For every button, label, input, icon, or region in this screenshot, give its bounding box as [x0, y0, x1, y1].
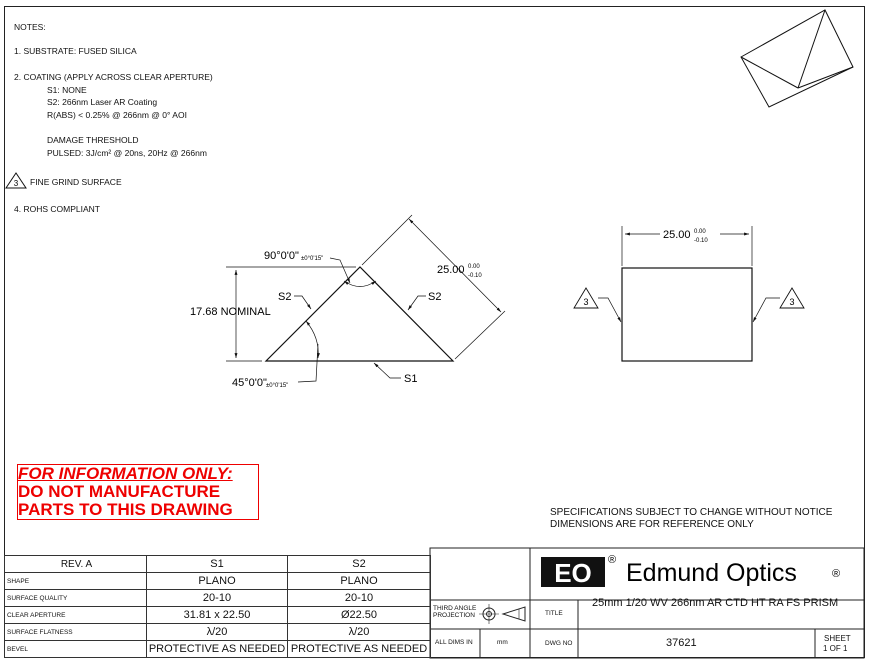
row-s2-value: 20-10: [288, 590, 431, 607]
leg-dimension: 25.00: [437, 264, 465, 276]
row-s1-value: PROTECTIVE AS NEEDED: [147, 641, 288, 658]
projection-label-2: PROJECTION: [433, 612, 475, 619]
note-1: 1. SUBSTRATE: FUSED SILICA: [14, 46, 137, 56]
projection-label-1: THIRD ANGLE: [433, 605, 477, 612]
note-3-callout: [6, 173, 26, 188]
note-2: 2. COATING (APPLY ACROSS CLEAR APERTURE): [14, 72, 213, 82]
width-tol-lower: -0.10: [694, 238, 708, 244]
dwg-no-label: DWG NO: [545, 640, 573, 647]
angle-top: 90°0'0": [264, 250, 299, 262]
table-row: [5, 607, 431, 624]
title-label: TITLE: [545, 610, 563, 617]
company-name: Edmund Optics: [626, 559, 797, 587]
row-s1-value: 20-10: [147, 590, 288, 607]
s2-left-label: S2: [278, 291, 292, 303]
row-s2-value: λ/20: [288, 624, 431, 641]
height-dimension: 17.68 NOMINAL: [190, 306, 271, 318]
information-only-warning: [17, 464, 259, 520]
note-3: FINE GRIND SURFACE: [30, 177, 122, 187]
row-label: SURFACE QUALITY: [5, 590, 147, 607]
row-s2-value: PLANO: [288, 573, 431, 590]
rev-header: REV. A: [5, 556, 147, 573]
note-2-s1: S1: NONE: [47, 85, 87, 95]
s1-label: S1: [404, 373, 418, 385]
row-s2-value: Ø22.50: [288, 607, 431, 624]
logo-text: EO: [554, 558, 592, 588]
sheet-label: SHEET: [824, 634, 851, 643]
row-label: SHAPE: [5, 573, 147, 590]
spec-notice-line-2: DIMENSIONS ARE FOR REFERENCE ONLY: [550, 519, 754, 530]
s2-header: S2: [288, 556, 431, 573]
note-2-damage-value: PULSED: 3J/cm² @ 20ns, 20Hz @ 266nm: [47, 148, 207, 158]
sheet-value: 1 OF 1: [823, 644, 848, 653]
callout-right-number: 3: [789, 297, 795, 307]
leg-tol-upper: 0.00: [468, 264, 480, 270]
note-4: 4. ROHS COMPLIANT: [14, 204, 100, 214]
company-logo: [541, 554, 616, 588]
front-view: [190, 215, 505, 389]
leg-tol-lower: -0.10: [468, 273, 482, 279]
table-row: [5, 641, 431, 658]
warning-line-3: PARTS TO THIS DRAWING: [18, 500, 233, 519]
row-s2-value: PROTECTIVE AS NEEDED: [288, 641, 431, 658]
row-s1-value: λ/20: [147, 624, 288, 641]
callout-left-number: 3: [583, 297, 589, 307]
notes-heading: NOTES:: [14, 22, 46, 32]
dims-label: ALL DIMS IN: [435, 639, 473, 646]
prism-outline: [266, 267, 453, 361]
table-row: [5, 590, 431, 607]
row-label: BEVEL: [5, 641, 147, 658]
s2-right-label: S2: [428, 291, 442, 303]
note-2-damage-heading: DAMAGE THRESHOLD: [47, 135, 139, 145]
width-tol-upper: 0.00: [694, 229, 706, 235]
row-label: CLEAR APERTURE: [5, 607, 147, 624]
warning-line-1: FOR INFORMATION ONLY:: [18, 464, 233, 483]
row-s1-value: PLANO: [147, 573, 288, 590]
note-2-reflectance: R(ABS) < 0.25% @ 266nm @ 0° AOI: [47, 110, 187, 120]
spec-notice-line-1: SPECIFICATIONS SUBJECT TO CHANGE WITHOUT NOTICE: [550, 507, 833, 518]
dims-unit: mm: [497, 639, 508, 646]
company-registered-mark: ®: [832, 568, 841, 580]
angle-top-tol: ±0°0'15": [301, 256, 324, 262]
spec-notice: [550, 507, 832, 531]
width-dimension: 25.00: [663, 229, 691, 241]
row-label: SURFACE FLATNESS: [5, 624, 147, 641]
angle-bottom-tol: ±0°0'15": [266, 383, 289, 389]
table-row: [5, 624, 431, 641]
row-s1-value: 31.81 x 22.50: [147, 607, 288, 624]
warning-line-2: DO NOT MANUFACTURE: [18, 482, 221, 501]
isometric-prism-icon: [741, 10, 853, 107]
side-view-outline: [622, 268, 752, 361]
drawing-title: 25mm 1/20 WV 266nm AR CTD HT RA FS PRISM: [592, 597, 839, 609]
side-view: [574, 226, 804, 361]
table-row: [5, 573, 431, 590]
logo-registered-mark: ®: [608, 554, 617, 566]
note-2-s2: S2: 266nm Laser AR Coating: [47, 97, 158, 107]
s1-header: S1: [147, 556, 288, 573]
angle-bottom: 45°0'0": [232, 377, 267, 389]
table-header-row: [5, 556, 431, 573]
note-3-number: 3: [13, 179, 19, 188]
dwg-no-value: 37621: [666, 637, 697, 649]
surface-spec-table: [4, 555, 431, 658]
